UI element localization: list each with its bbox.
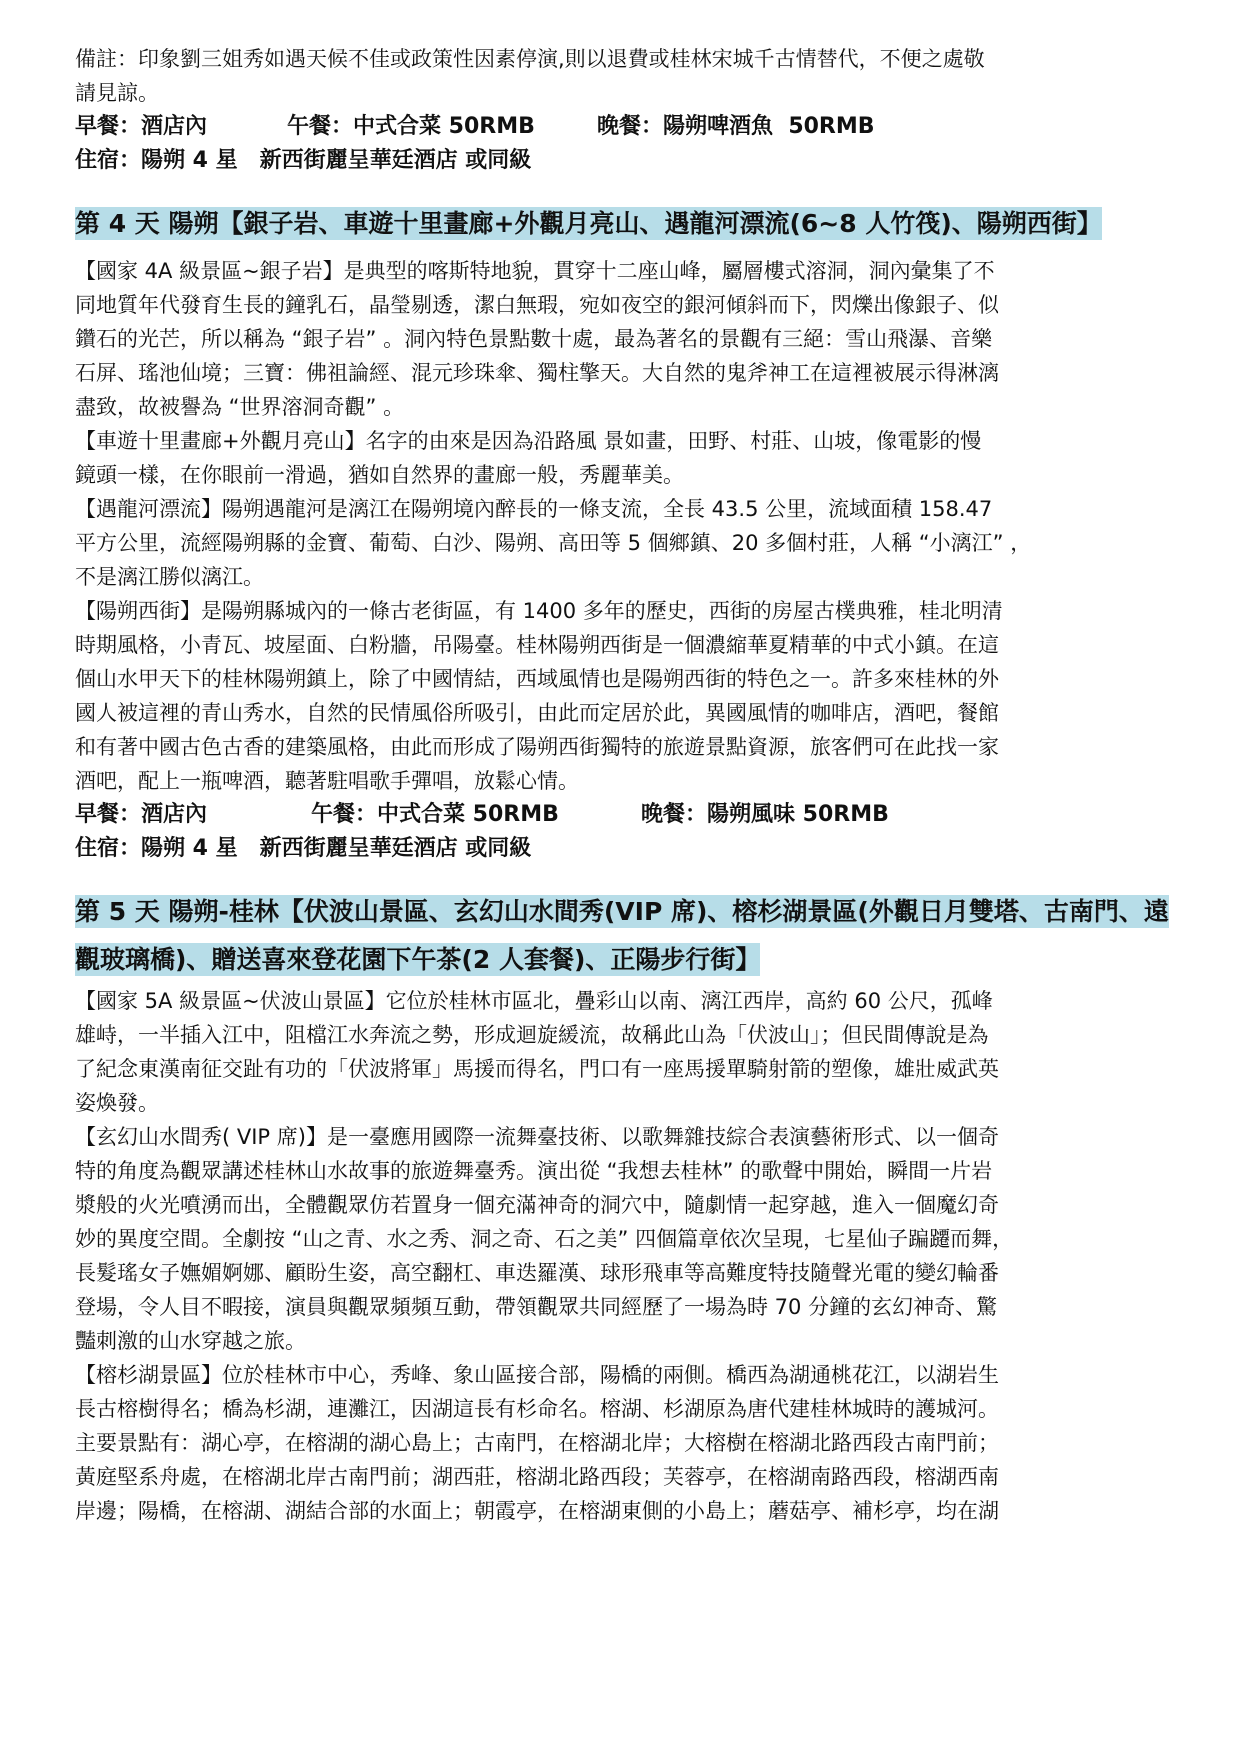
day5-show-paragraph: 【玄幻山水間秀( VIP 席)】是一臺應用國際一流舞臺技術、以歌舞雜技綜合表演藝術形式、以一個奇 特的角度為觀眾講述桂林山水故事的旅遊舞臺秀。演出從 “我想去桂林” 的歌聲中開始，瞬間一片岩 漿般的火光噴湧而出，全體觀眾仿若置身一個充滿神奇的洞穴中，隨劇情一起穿越，進入一個魔幻奇 妙的異度空間。全劇按 “山之青、水之秀、洞之奇、石之美” 四個篇章依次呈現，七星仙子蹁躚而舞， 長髮瑤女子嫵媚婀娜、顧盼生姿，高空翻杠、車迭羅漢、球形飛車等高難度特技隨聲光電的變幻輪番 登場，令人目不暇接，演員與觀眾頻頻互動，帶領觀眾共同經歷了一場為時 70 分鐘的玄幻神奇、驚 豔刺激的山水穿越之旅。 [75,1125,1014,1353]
itinerary-page [75,42,1175,1528]
day5-title-text: 第 5 天 陽朔-桂林【伏波山景區、玄幻山水間秀(VIP 席)、榕杉湖景區(外觀日月雙塔、古南門、遠觀玻璃橋)、贈送喜來登花園下午茶(2 人套餐)、正陽步行街】 [75,897,1169,974]
day4-title [75,200,1175,248]
day3-breakfast: 早餐：酒店內 [75,114,208,139]
day3-note: 備註：印象劉三姐秀如遇天候不佳或政策性因素停演,則以退費或桂林宋城千古情替代，不便之處敬 請見諒。 [75,47,985,105]
day4-west-street-paragraph: 【陽朔西街】是陽朔縣城內的一條古老街區，有 1400 多年的歷史，西街的房屋古樸典雅，桂北明清 時期風格，小青瓦、坡屋面、白粉牆，吊陽臺。桂林陽朔西街是一個濃縮華夏精華的中式小鎮。在這 個山水甲天下的桂林陽朔鎮上，除了中國情結，西域風情也是陽朔西街的特色之一。許多來桂林的外 國人被這裡的青山秀水，自然的民情風俗所吸引，由此而定居於此，異國風情的咖啡店，酒吧，餐館 和有著中國古色古香的建築風格，由此而形成了陽朔西街獨特的旅遊景點資源，旅客們可在此找一家 酒吧，配上一瓶啤酒，聽著駐唱歌手彈唱，放鬆心情。 [75,599,1003,793]
day4-meals [75,798,1175,832]
day4-stay: 住宿：陽朔 4 星 新西街麗呈華廷酒店 或同級 [75,836,532,861]
day4-rafting-paragraph: 【遇龍河漂流】陽朔遇龍河是漓江在陽朔境內醉長的一條支流，全長 43.5 公里，流域面積 158.47 平方公里，流經陽朔縣的金寶、葡萄、白沙、陽朔、高田等 5 個鄉鎮、20 多個村莊，人稱 “小漓江” ， 不是漓江勝似漓江。 [75,497,1032,589]
day4-title-text: 第 4 天 陽朔【銀子岩、車遊十里畫廊+外觀月亮山、遇龍河漂流(6~8 人竹筏)、陽朔西街】 [75,209,1102,238]
day3-stay: 住宿：陽朔 4 星 新西街麗呈華廷酒店 或同級 [75,148,532,173]
day3-dinner: 晚餐：陽朔啤酒魚 50RMB [597,114,875,139]
day4-silver-cave-paragraph: 【國家 4A 級景區~銀子岩】是典型的喀斯特地貌，貫穿十二座山峰，屬層樓式溶洞，洞內彙集了不 同地質年代發育生長的鐘乳石，晶瑩剔透，潔白無瑕，宛如夜空的銀河傾斜而下，閃爍出像銀子、似 鑽石的光芒，所以稱為 “銀子岩” 。洞內特色景點數十處，最為著名的景觀有三絕：雪山飛瀑、音樂 石屏、瑤池仙境；三寶：佛祖論經、混元珍珠傘、獨柱擎天。大自然的鬼斧神工在這裡被展示得淋漓 盡致，故被譽為 “世界溶洞奇觀” 。 [75,259,999,419]
day3-meals [75,110,1175,144]
day5-title [75,888,1175,984]
day5-fubo-paragraph: 【國家 5A 級景區~伏波山景區】它位於桂林市區北，疊彩山以南、漓江西岸，高約 60 公尺，孤峰 雄峙，一半插入江中，阻檔江水奔流之勢，形成迴旋緩流，故稱此山為「伏波山」；但民間傳說是為 了紀念東漢南征交趾有功的「伏波將軍」馬援而得名，門口有一座馬援單騎射箭的塑像，雄壯威武英 姿煥發。 [75,989,999,1115]
day5-lake-paragraph: 【榕杉湖景區】位於桂林市中心，秀峰、象山區接合部，陽橋的兩側。橋西為湖通桃花江，以湖岩生 長古榕樹得名；橋為杉湖，連灘江，因湖這長有杉命名。榕湖、杉湖原為唐代建桂林城時的護城河。 主要景點有：湖心亭，在榕湖的湖心島上；古南門，在榕湖北岸；大榕樹在榕湖北路西段古南門前； 黃庭堅系舟處，在榕湖北岸古南門前；湖西莊，榕湖北路西段；芙蓉亭，在榕湖南路西段，榕湖西南 岸邊；陽橋，在榕湖、湖結合部的水面上；朝霞亭，在榕湖東側的小島上；蘑菇亭、補杉亭，均在湖 [75,1363,999,1523]
day3-lunch: 午餐：中式合菜 50RMB [287,114,535,139]
day4-breakfast: 早餐：酒店內 [75,802,208,827]
day4-gallery-paragraph: 【車遊十里畫廊+外觀月亮山】名字的由來是因為沿路風 景如畫，田野、村莊、山坡，像電影的慢 鏡頭一樣，在你眼前一滑過，猶如自然界的畫廊一般，秀麗華美。 [75,429,982,487]
day4-dinner: 晚餐：陽朔風味 50RMB [641,802,889,827]
day4-lunch: 午餐：中式合菜 50RMB [311,802,559,827]
